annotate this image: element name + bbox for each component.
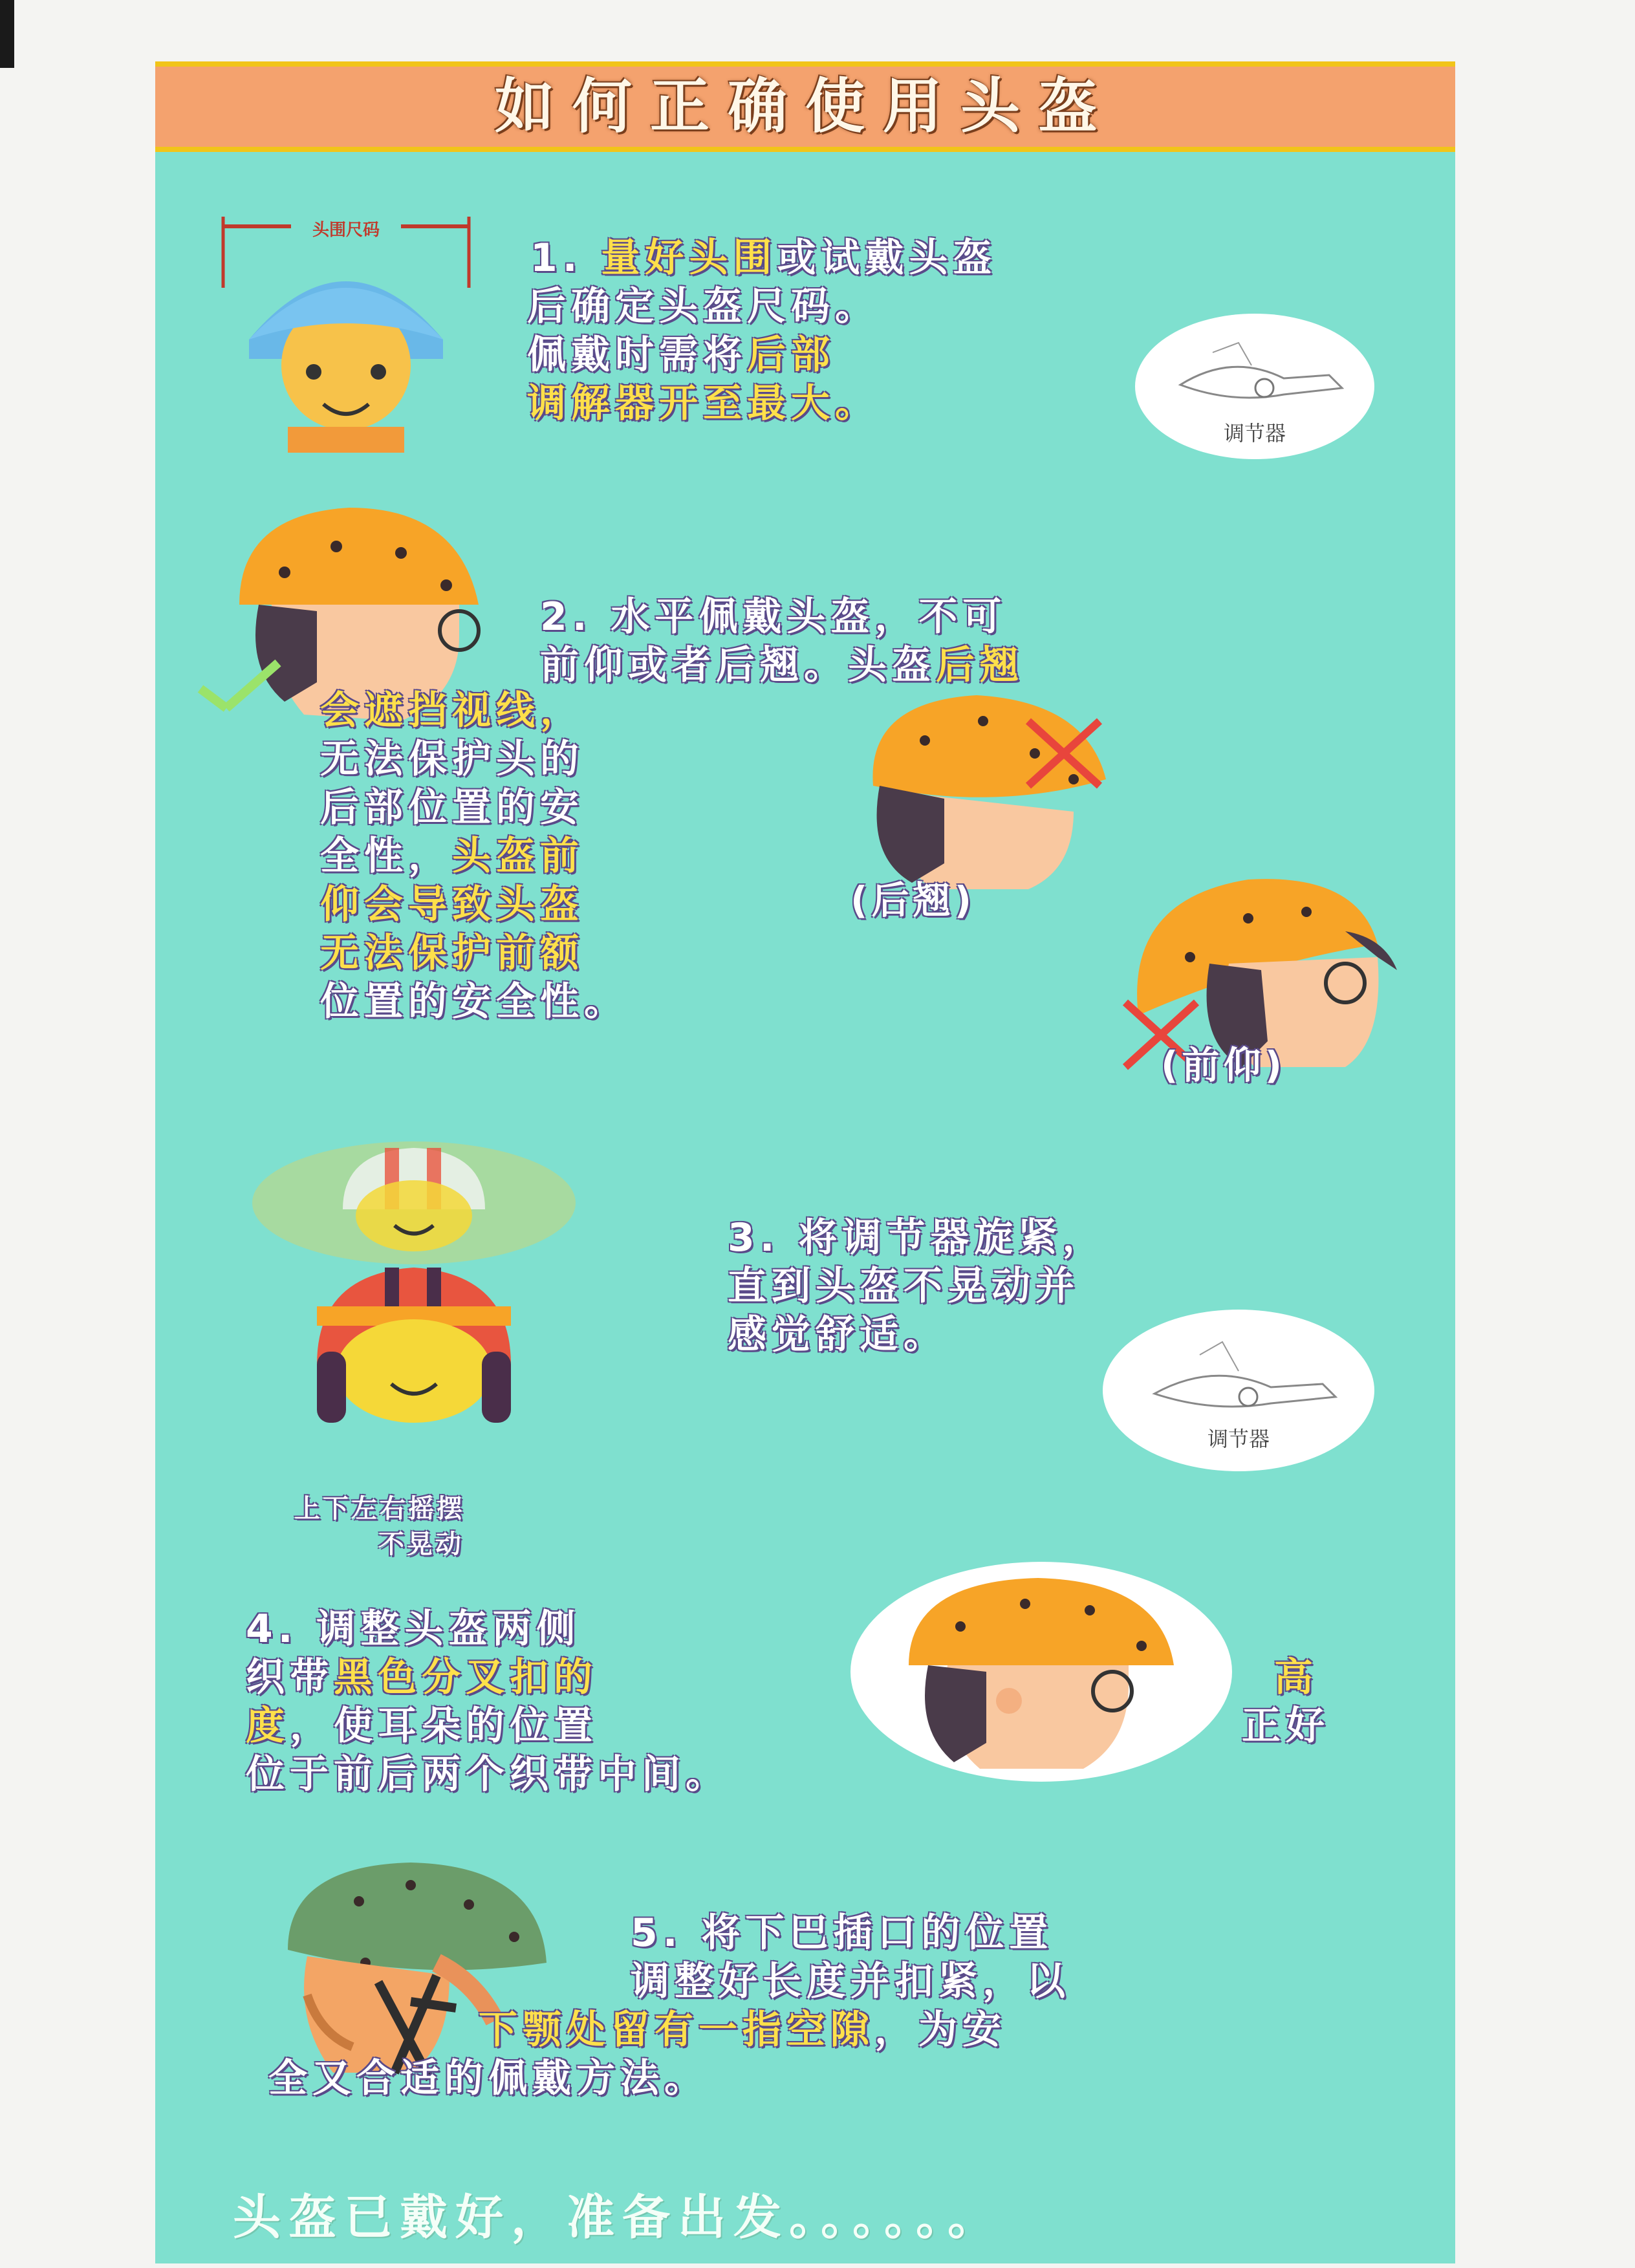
- shake-caption-2: 不晃动: [378, 1529, 464, 1559]
- ear-position-photo: [850, 1562, 1232, 1782]
- step2-line2-highlight: 后翘: [936, 643, 1024, 688]
- ear-position-helmet-icon: [850, 1562, 1232, 1782]
- step4-line4: 位于前后两个织带中间。: [246, 1752, 730, 1797]
- step2-line2-a: 前仰或者后翘。头盔: [540, 643, 936, 688]
- step2-line1: 2. 水平佩戴头盔，不可: [540, 594, 1007, 640]
- step2-line6: [320, 831, 584, 881]
- step2-line8: 无法保护前额: [320, 931, 584, 976]
- step4-zhenghao: 正好: [1242, 1703, 1330, 1749]
- step4-line3: [246, 1701, 598, 1751]
- step1-line1: [530, 233, 997, 283]
- helmet-poster: [155, 61, 1455, 2263]
- step2-line6-highlight: 头盔前: [452, 834, 584, 879]
- adjuster-caption-1: 调节器: [1223, 421, 1286, 446]
- step1-line3-a: 佩戴时需将: [527, 332, 747, 378]
- step5-line2: 调整好长度并扣紧，以: [631, 1959, 1070, 2004]
- step4-gao: 高: [1274, 1655, 1318, 1700]
- adjuster-photo-2: [1103, 1310, 1374, 1471]
- title-bar: [155, 61, 1455, 152]
- step1-line3: [527, 330, 835, 380]
- step4-line3-a: ，使耳朵的位置: [290, 1703, 598, 1749]
- step5-line3-highlight: 下颚处留有一指空隙: [479, 2007, 874, 2053]
- step3-line1: 3. 将调节器旋紧，: [728, 1215, 1107, 1260]
- step4-line2-a: 织带: [246, 1655, 334, 1700]
- poster-title: 如何正确使用头盔: [494, 72, 1116, 141]
- step1-number: 1.: [530, 235, 601, 281]
- shaking-helmet-head-icon: [246, 1112, 647, 1487]
- step4-line1: 4. 调整头盔两侧: [246, 1606, 581, 1652]
- tilted-back-caption: (后翘): [850, 878, 976, 922]
- tilted-back-helmet-icon: [841, 682, 1125, 902]
- head-size-label: 头围尺码: [312, 221, 380, 240]
- step2-line3: 会遮挡视线，: [320, 688, 584, 733]
- step5-line4: 全又合适的佩戴方法。: [268, 2056, 708, 2101]
- step3-line2: 直到头盔不晃动并: [728, 1264, 1079, 1309]
- child-head-size-icon: [217, 210, 475, 469]
- adjuster-caption-2: 调节器: [1207, 1427, 1270, 1451]
- step3-line3: 感觉舒适。: [728, 1312, 947, 1357]
- adjuster-photo-1: [1135, 314, 1374, 459]
- step4-line2: [246, 1652, 598, 1703]
- step4-line3-highlight: 度: [246, 1703, 290, 1749]
- step2-line4: 无法保护头的: [320, 737, 584, 782]
- step5-line3: [479, 2005, 1006, 2055]
- step1-rest: 或试戴头盔: [777, 235, 997, 281]
- step5-line3-a: ，为安: [874, 2007, 1006, 2053]
- shake-caption-1: 上下左右摇摆: [294, 1494, 465, 1524]
- step1-line2: 后确定头盔尺码。: [527, 284, 879, 329]
- tilted-forward-caption: (前仰): [1161, 1043, 1286, 1087]
- step1-line3-highlight: 后部: [747, 332, 835, 378]
- step2-line9: 位置的安全性。: [320, 979, 628, 1024]
- scan-edge-mark: [0, 0, 14, 68]
- step2-line5: 后部位置的安: [320, 785, 584, 830]
- step1-highlight: 量好头围: [601, 235, 777, 281]
- step5-line1: 5. 将下巴插口的位置: [631, 1910, 1054, 1956]
- step2-line7: 仰会导致头盔: [320, 882, 584, 927]
- step1-line4: 调解器开至最大。: [527, 381, 879, 426]
- step4-line2-highlight: 黑色分叉扣的: [334, 1655, 598, 1700]
- step2-line6-a: 全性，: [320, 834, 452, 879]
- footer-slogan: 头盔已戴好，准备出发。。。。。。: [233, 2190, 1003, 2245]
